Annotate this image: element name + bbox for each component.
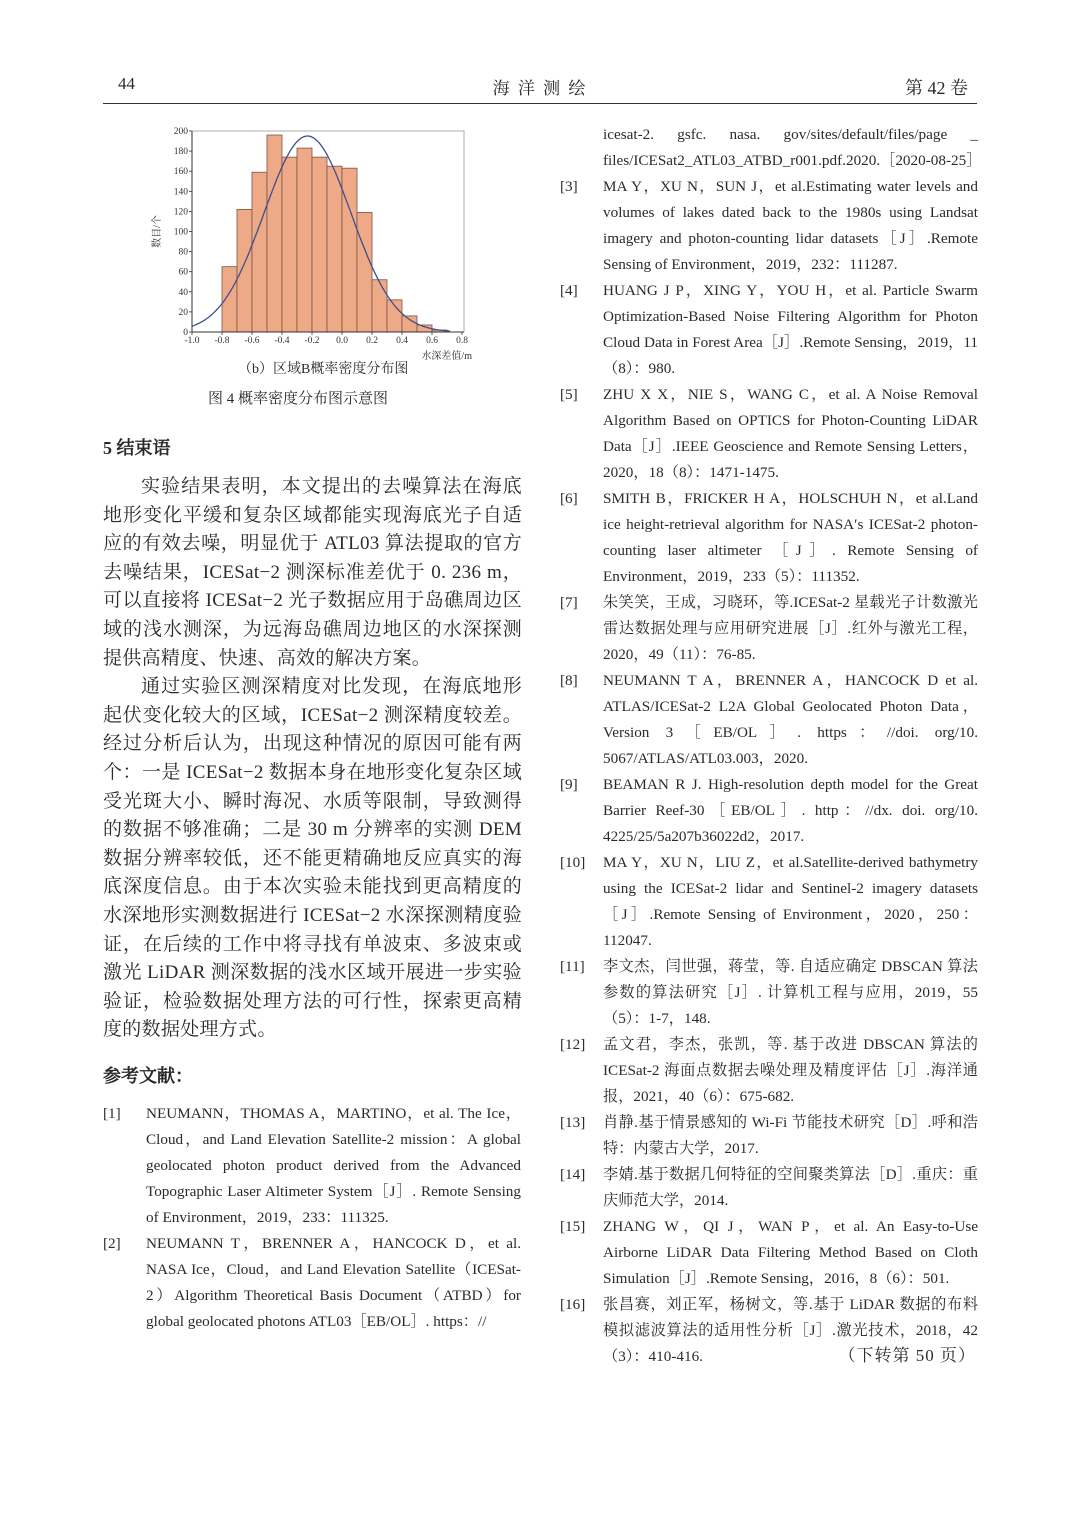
reference-number: [7] [560,594,578,611]
x-tick-label: 0.0 [336,336,348,346]
reference-number: [3] [560,178,578,195]
reference-number: [6] [560,490,578,507]
conclusion-text [103,473,522,1045]
reference-number: [5] [560,386,578,403]
histogram-chart [140,120,490,370]
reference-item [560,954,978,1032]
reference-text: ZHU X X，NIE S，WANG C，et al. A Noise Removal Algorithm Based on OPTICS for Photon-Counting LiDAR Data［J］.IEEE Geoscience and Remote Sensing Letters，2020，18（8）：1471-1475. [603,386,978,481]
reference-text: 孟文君，李杰，张凯，等. 基于改进 DBSCAN 算法的 ICESat-2 海面点数据去噪处理及精度评估［J］.海洋通报，2021，40（6）：675-682. [603,1036,978,1105]
paragraph: 实验结果表明，本文提出的去噪算法在海底地形变化平缓和复杂区域都能实现海底光子自适应的有效去噪，明显优于 ATL03 算法提取的官方去噪结果，ICESat−2 测深标准差优于 0. 236 m，可以直接将 ICESat−2 光子数据应用于岛礁周边区域的浅水测深，为远海岛礁周边地区的水深探测提供高精度、快速、高效的解决方案。 [103,476,522,669]
paragraph: 通过实验区测深精度对比发现，在海底地形起伏变化较大的区域，ICESat−2 测深精度较差。经过分析后认为，出现这种情况的原因可能有两个：一是 ICESat−2 数据本身在地形变化复杂区域受光斑大小、瞬时海况、水质等限制，导致测得的数据不够准确；二是 30 m 分辨率的实测 DEM 数据分辨率较低，还不能更精确地反应真实的海底深度信息。由于本次实验未能找到更高精度的水深地形实测数据进行 ICESat−2 水深探测精度验证，在后续的工作中将寻找有单波束、多波束或激光 LiDAR 测深数据的浅水区域开展进一步实验验证，检验数据处理方法的可行性，探索更高精度的数据处理方式。 [103,676,522,1041]
histogram-bar [282,157,297,332]
histogram-bar [342,168,357,332]
reference-number: [4] [560,282,578,299]
reference-text: MA Y，XU N，SUN J，et al.Estimating water levels and volumes of lakes dated back to the 1980s using Landsat imagery and photon-counting lidar datasets［J］.Remote Sensing of Environment，2019，232：111287. [603,178,978,273]
reference-number: [16] [560,1296,586,1313]
reference-number: [1] [103,1105,121,1122]
page-number: 44 [118,74,135,93]
x-tick-label: -1.0 [184,336,200,346]
reference-number: [11] [560,958,585,975]
references-right [560,122,982,1370]
reference-text: 张昌赛，刘正军，杨树文，等.基于 LiDAR 数据的布料模拟滤波算法的适用性分析［J］.激光技术，2018，42（3）：410-416. [603,1296,978,1365]
histogram-bar [297,148,312,332]
reference-text: 李文杰，闫世强，蒋莹，等. 自适应确定 DBSCAN 算法参数的算法研究［J］. 计算机工程与应用，2019，55（5）：1-7，148. [603,958,978,1027]
histogram-bar [237,209,252,332]
reference-text: 朱笑笑，王成，习晓环，等.ICESat-2 星载光子计数激光雷达数据处理与应用研究进展［J］.红外与激光工程，2020，49（11）：76-85. [603,594,978,663]
histogram-bar [222,267,237,332]
reference-text: NEUMANN T，BRENNER A，HANCOCK D，et al. NASA Ice，Cloud，and Land Elevation Satellite（ICESat-2）Algorithm Theoretical Basis Document（ATBD）for global geolocated photons ATL03［EB/OL］. https：// [146,1235,521,1330]
reference-item [560,668,978,772]
reference-number: [13] [560,1114,586,1131]
reference-text: NEUMANN，THOMAS A，MARTINO，et al. The Ice，Cloud，and Land Elevation Satellite-2 mission：A global geolocated photon product derived from the Advanced Topographic Laser Altimeter System［J］. Remote Sensing of Environment，2019，233：111325. [146,1105,521,1226]
histogram-bar [252,172,267,332]
figure-caption: 图 4 概率密度分布图示意图 [208,391,389,407]
reference-text: ZHANG W，QI J，WAN P，et al. An Easy-to-Use Airborne LiDAR Data Filtering Method Based on Cloth Simulation［J］.Remote Sensing，2016，8（6）：501. [603,1218,978,1287]
x-tick-label: 0.4 [396,336,408,346]
y-tick-label: 200 [173,127,188,137]
reference-item [103,1101,521,1231]
x-tick-label: 0.6 [426,336,438,346]
x-tick-label: -0.6 [244,336,260,346]
reference-item [560,1214,978,1292]
y-tick-label: 20 [178,307,188,318]
reference-number: [10] [560,854,586,871]
x-tick-label: 0.2 [366,336,378,346]
reference-text: NEUMANN T A，BRENNER A，HANCOCK D et al. ATLAS/ICESat-2 L2A Global Geolocated Photon Data，Version 3［EB/OL］. https：//doi. org/10. 5067/ATLAS/ATL03.003，2020. [603,672,978,767]
y-tick-label: 180 [173,147,188,158]
reference-number: [9] [560,776,578,793]
y-tick-label: 120 [173,207,188,218]
y-tick-label: 60 [178,267,188,278]
reference-number: [8] [560,672,578,689]
journal-title: 海 洋 测 绘 [492,79,588,98]
y-tick-label: 160 [173,167,188,178]
reference-item [560,772,978,850]
x-tick-label: -0.2 [304,336,320,346]
histogram-bar [402,316,417,332]
reference-item [560,1162,978,1214]
histogram-figure [140,120,490,370]
histogram-bar [327,166,342,332]
y-tick-label: 80 [178,247,188,258]
figure-subcaption: （b）区域B概率密度分布图 [238,362,409,377]
reference-item [560,278,978,382]
reference-text: 肖静.基于情景感知的 Wi-Fi 节能技术研究［D］.呼和浩特：内蒙古大学，2017. [603,1114,978,1157]
reference-item [560,486,978,590]
reference-item [560,382,978,486]
x-axis-label: 水深差值/m [421,351,472,362]
continued-note: （下转第 50 页） [838,1346,976,1365]
reference-text: BEAMAN R J. High-resolution depth model for the Great Barrier Reef-30［EB/OL］. http：//dx. doi. org/10. 4225/25/5a207b36022d2，2017. [603,776,978,845]
x-tick-label: -0.8 [214,336,230,346]
reference-text: HUANG J P，XING Y，YOU H，et al. Particle Swarm Optimization-Based Noise Filtering Algorithm for Photon Cloud Data in Forest Area［J］.Remote Sensing，2019，11（8）：980. [603,282,978,377]
x-tick-label: -0.4 [274,336,290,346]
histogram-bar [372,280,387,332]
reference-text: 李婧.基于数据几何特征的空间聚类算法［D］.重庆：重庆师范大学，2014. [603,1166,978,1209]
reference-item [560,850,978,954]
reference-number: [14] [560,1166,586,1183]
reference-number: [2] [103,1235,121,1252]
reference-item [560,1110,978,1162]
reference-item [103,1231,521,1335]
section-heading: 5 结束语 [103,438,171,458]
y-tick-label: 140 [173,187,188,198]
reference-text: SMITH B，FRICKER H A，HOLSCHUH N，et al.Land ice height-retrieval algorithm for NASA′s ICESat-2 photon-counting laser altimeter ［J］. Remote Sensing of Environment，2019，233（5）：111352. [603,490,978,585]
histogram-bar [357,212,372,332]
y-tick-label: 40 [178,287,188,298]
reference-number: [12] [560,1036,586,1053]
volume-label: 第 42 卷 [905,78,968,98]
reference-text: MA Y，XU N，LIU Z，et al.Satellite-derived bathymetry using the ICESat-2 lidar and Sentinel-2 imagery datasets［J］.Remote Sensing of Environment，2020，250：112047. [603,854,978,949]
references-heading: 参考文献： [103,1066,193,1086]
header-rule [103,103,977,104]
reference-number: [15] [560,1218,586,1235]
x-tick-label: 0.8 [456,336,468,346]
reference-continuation: icesat-2. gsfc. nasa. gov/sites/default/files/page _ files/ICESat2_ATL03_ATBD_r001.pdf.2020.［2020-08-25］ [603,126,982,169]
histogram-bar [267,135,282,332]
reference-item [560,590,978,668]
reference-item [560,174,978,278]
y-tick-label: 0 [183,328,188,338]
histogram-bar [312,157,327,332]
y-axis-label: 数目/个 [152,215,163,248]
reference-item [560,1032,978,1110]
y-tick-label: 100 [173,227,188,238]
references-left [103,1101,521,1335]
